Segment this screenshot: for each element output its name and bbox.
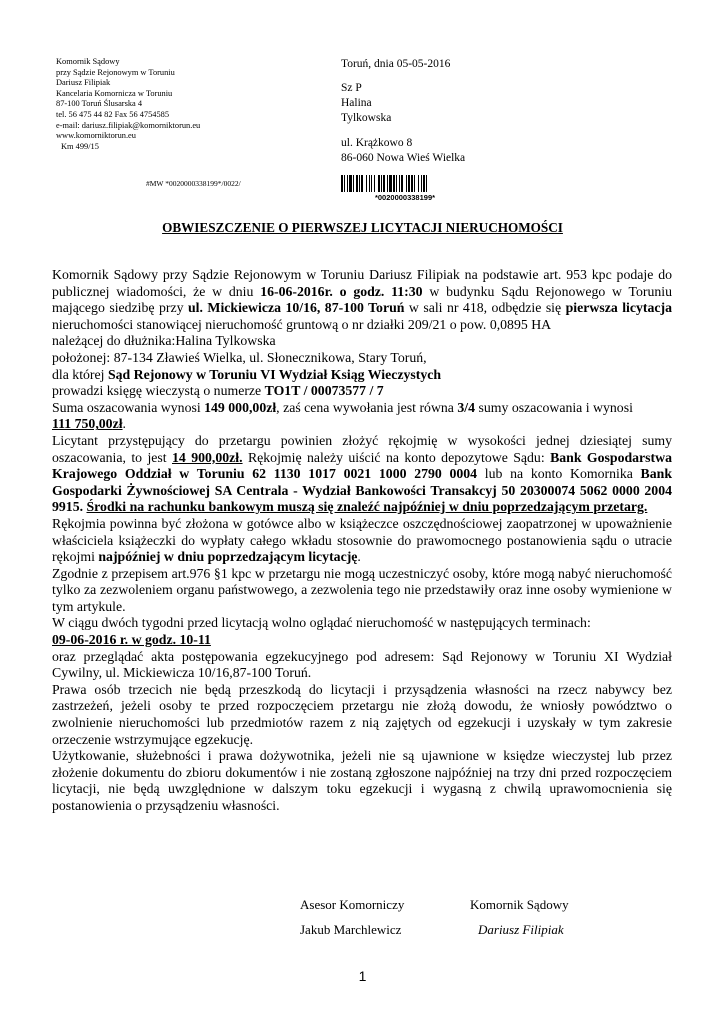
barcode-bar — [369, 175, 370, 192]
barcode-bar — [371, 175, 372, 192]
barcode-bar — [426, 175, 427, 192]
recipient-line: Halina — [341, 97, 372, 109]
barcode-bar — [356, 175, 358, 192]
signature-left-name: Jakub Marchlewicz — [300, 922, 402, 937]
paragraph-viewing: W ciągu dwóch tygodni przed licytacją wolno oglądać nieruchomość w następujących terminach: — [52, 615, 591, 631]
page-title: OBWIESZCZENIE O PIERWSZEJ LICYTACJI NIERUCHOMOŚCI — [162, 220, 563, 235]
document-body — [52, 267, 672, 815]
sender-line: tel. 56 475 44 82 Fax 56 4754585 — [56, 109, 170, 119]
land-register-number: TO1T / 00073577 / 7 — [264, 383, 384, 399]
barcode-bar — [411, 175, 413, 192]
auction-date: 16-06-2016r. o godz. 11:30 — [260, 283, 423, 299]
barcode-bar — [349, 175, 352, 192]
valuation-sum: 149 000,00zł — [204, 399, 277, 415]
barcode-bar — [381, 175, 382, 192]
paragraph-deposit: Licytant przystępujący do przetargu powinien złożyć rękojmię w wysokości jednej dziesiątej sumy oszacowania, to jest 14 900,00zł. Rękojmię należy uiścić na konto depozytowe Sądu: Bank Gospodarstwa Krajowego Oddział w Toruniu 62 1130 1017 0021 1000 2790 0004 lub na konto Komornika Bank Gospodarki Żywnościowej SA Centrala - Wydział Bankowości Transakcyj 50 20300074 5062 0000 2004 9915. Środki na rachunku bankowym muszą się znaleźć najpóźniej w dniu poprzedzającym przetarg. — [52, 432, 672, 515]
barcode-bar — [414, 175, 415, 192]
signature-left-title: Asesor Komorniczy — [300, 897, 405, 912]
sender-line: Kancelaria Komornicza w Toruniu — [56, 88, 173, 98]
barcode-bar — [359, 175, 360, 192]
paragraph-usage: Użytkowanie, służebności i prawa dożywotnika, jeżeli nie są ujawnione w księdze wieczystej lub przez złożenie dokumentu do zbioru dokumentów i nie zostaną zgłoszone najpóźniej na trzy dni przed rozpoczęciem licytacji, nie będą uwzględnione w dalszym toku egzekucji i wygasną z chwilą uprawomocnienia się postanowienia o przysądzeniu własności. — [52, 748, 672, 813]
sender-block — [56, 57, 296, 152]
barcode — [340, 174, 470, 201]
viewing-date: 09-06-2016 r. w godz. 10-11 — [52, 632, 211, 648]
court-bank-account: Bank Gospodarstwa Krajowego Oddział w Toruniu 62 1130 1017 0021 1000 2790 0004 — [52, 449, 672, 482]
barcode-bar — [421, 175, 422, 192]
paragraph-article: Zgodnie z przepisem art.976 §1 kpc w przetargu nie mogą uczestniczyć osoby, które mogą nabyć nieruchomość tylko za zezwoleniem organu państwowego, a zezwolenia tego nie przedstawiły oraz inne osoby wymienione w tym artykule. — [52, 565, 672, 614]
barcode-bar — [393, 175, 395, 192]
auction-type: pierwsza licytacja — [565, 300, 673, 316]
sender-line: www.komorniktorun.eu — [56, 131, 136, 141]
barcode-bar — [387, 175, 388, 192]
land-register-line: prowadzi księgę wieczystą o numerze TO1T / 00073577 / 7 — [52, 383, 384, 399]
paragraph-deposit-form: Rękojmia powinna być złożona w gotówce albo w książeczce oszczędnościowej zaopatrzonej w upoważnienie właściciela książeczki do wypłaty całego wkładu stosownie do prawomocnego postanowienia sądu o utracie rękojmi najpóźniej w dniu poprzedzającym licytację. — [52, 515, 672, 565]
barcode-bar — [341, 175, 343, 192]
sender-line: Komornik Sądowy — [56, 57, 120, 66]
sender-line: Dariusz Filipiak — [56, 78, 111, 88]
paragraph-rights: Prawa osób trzecich nie będą przeszkodą do licytacji i przysądzenia własności na rzecz nabywcy bez zastrzeżeń, jeżeli osoby te przed rozpoczęciem przetargu nie złożą dowodu, że wniosły powództwo o zwolnienie nieruchomości lub przedmiotów razem z nią zajętych od egzekucji i uzyskały w tym zakresie orzeczenie wstrzymujące egzekucję. — [52, 681, 672, 747]
signature-right-title: Komornik Sądowy — [470, 897, 569, 912]
starting-price: 111 750,00zł — [52, 416, 123, 432]
barcode-bar — [366, 175, 367, 192]
court-line: dla której Sąd Rejonowy w Toruniu VI Wydział Ksiąg Wieczystych — [52, 366, 442, 382]
barcode-bar — [418, 175, 419, 192]
debtor-line: należącej do dłużnika:Halina Tylkowska — [52, 333, 276, 349]
case-number: Km 499/15 — [61, 141, 99, 151]
paragraph-files: oraz przeglądać akta postępowania egzekucyjnego pod adresem: Sąd Rejonowy w Toruniu XI Wydział Cywilny, ul. Mickiewicza 10/16,87-100 Toruń. — [52, 648, 672, 681]
barcode-bar — [361, 175, 363, 192]
barcode-bar — [389, 175, 392, 192]
recipient-line: Sz P — [341, 82, 362, 94]
bailiff-bank-account: Bank Gospodarki Żywnościowej SA Centrala - Wydział Bankowości Transakcyj 50 20300074 5062 0000 2004 9915. — [52, 466, 672, 515]
deposit-amount: 14 900,00zł. — [172, 449, 243, 465]
recipient-address-line: ul. Krążkowo 8 — [341, 137, 413, 149]
deposit-deadline-note: Środki na rachunku bankowym muszą się znaleźć najpóźniej w dniu poprzedzającym przetarg. — [86, 499, 648, 515]
recipient-address-line: 86-060 Nowa Wieś Wielka — [341, 152, 466, 164]
paragraph-intro: Komornik Sądowy przy Sądzie Rejonowym w Toruniu Dariusz Filipiak na podstawie art. 953 kpc podaje do publicznej wiadomości, że w dniu 16-06-2016r. o godz. 11:30 w budynku Sądu Rejonowego w Toruniu mającego siedzibę przy ul. Mickiewicza 10/16, 87-100 Toruń w sali nr 418, odbędzie się pierwsza licytacja nieruchomości stanowiącej nieruchomość gruntową o nr działki 209/21 o pow. 0,0895 HA — [52, 267, 673, 332]
barcode-bar — [408, 175, 410, 192]
recipient-line: Tylkowska — [341, 112, 392, 124]
barcode-bar — [423, 175, 425, 192]
barcode-bar — [347, 175, 348, 192]
sender-line: przy Sądzie Rejonowym w Toruniu — [56, 67, 175, 77]
sender-line: e-mail: dariusz.filipiak@komorniktorun.eu — [56, 120, 201, 130]
barcode-bar — [383, 175, 385, 192]
signature-right-name: Dariusz Filipiak — [478, 922, 564, 937]
barcode-bar — [396, 175, 397, 192]
barcode-bar — [378, 175, 380, 192]
barcode-text: *0020000338199* — [374, 193, 436, 201]
page-number: 1 — [358, 968, 367, 984]
court-address: ul. Mickiewicza 10/16, 87-100 Toruń — [188, 300, 405, 316]
barcode-bar — [401, 175, 403, 192]
barcode-bar — [344, 175, 345, 192]
reference-code: #MW *0020000338199*/0022/ — [146, 179, 241, 188]
recipient-block — [341, 57, 465, 166]
barcode-bar — [374, 175, 375, 192]
barcode-bar — [406, 175, 407, 192]
location-line: położonej: 87-134 Zławieś Wielka, ul. Słonecznikowa, Stary Toruń, — [52, 349, 427, 365]
barcode-bar — [353, 175, 354, 192]
sender-line: 87-100 Toruń Ślusarska 4 — [56, 99, 143, 109]
valuation-line: Suma oszacowania wynosi 149 000,00zł, zaś cena wywołania jest równa 3/4 sumy oszacowania i wynosi 111 750,00zł. — [52, 399, 633, 432]
document-date: Toruń, dnia 05-05-2016 — [341, 58, 451, 70]
barcode-bar — [399, 175, 400, 192]
